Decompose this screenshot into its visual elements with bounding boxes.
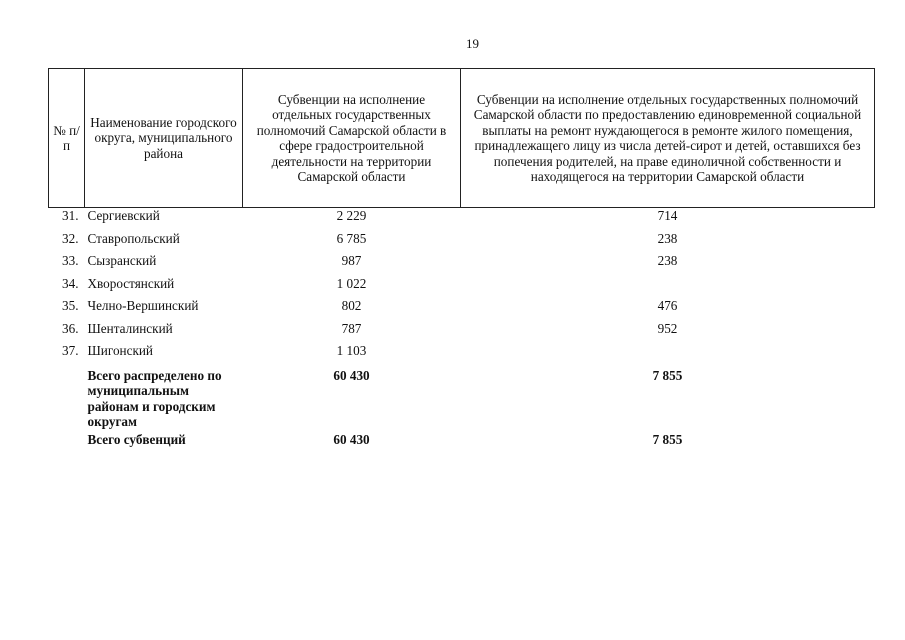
total-value-1: 60 430 <box>333 367 370 383</box>
subventions-table <box>48 68 875 454</box>
row-name: Шенталинский <box>87 320 173 336</box>
row-value-2 <box>461 343 875 366</box>
row-name: Сергиевский <box>87 208 160 223</box>
row-value-1: 787 <box>341 320 362 336</box>
table-row <box>49 253 875 276</box>
row-name: Шигонский <box>87 343 153 358</box>
total-value-2: 7 855 <box>652 431 683 447</box>
row-value-1: 1 103 <box>336 343 367 358</box>
row-value-1: 802 <box>341 298 362 313</box>
row-value-2: 714 <box>657 208 678 223</box>
total-value-1: 60 430 <box>333 431 370 447</box>
row-value-1: 2 229 <box>336 208 367 223</box>
table-row <box>49 298 875 321</box>
row-name: Сызранский <box>87 253 157 268</box>
row-number: 33. <box>62 253 79 268</box>
row-value-2: 476 <box>657 298 678 313</box>
header-name: Наименование городского округа, муниципального района <box>85 69 243 208</box>
row-value-2: 238 <box>657 230 678 246</box>
row-number: 37. <box>62 343 79 358</box>
row-value-2: 952 <box>657 320 678 336</box>
page-number: 19 <box>466 36 479 51</box>
table-row <box>49 321 875 344</box>
row-number: 34. <box>62 275 79 291</box>
total-value-2: 7 855 <box>652 367 683 383</box>
row-number: 31. <box>62 208 79 223</box>
row-value-1: 6 785 <box>336 230 367 246</box>
row-number: 35. <box>62 298 79 313</box>
header-col1: Субвенции на исполнение отдельных государственных полномочий Самарской области в сфере градостроительной деятельности на территории Самарской области <box>243 69 461 208</box>
table-header-row <box>49 69 875 208</box>
row-name: Хворостянский <box>87 275 175 291</box>
table-row <box>49 343 875 366</box>
header-col2: Субвенции на исполнение отдельных государственных полномочий Самарской области по предоставлению единовременной социальной выплаты на ремонт нуждающегося в ремонте жилого помещения, принадлежащего лицу из числа детей-сирот и детей, оставшихся без попечения родителей, на праве единоличной собственности и находящегося на территории Самарской области <box>461 69 875 208</box>
row-number: 36. <box>62 320 79 336</box>
total-name: Всего субвенций <box>87 431 186 447</box>
row-value-2: 238 <box>657 253 678 268</box>
row-number: 32. <box>62 230 79 246</box>
table-row <box>49 208 875 231</box>
row-value-1: 1 022 <box>336 275 367 291</box>
row-name: Ставропольский <box>87 230 180 246</box>
row-value-1: 987 <box>341 253 362 268</box>
row-name: Челно-Вершинский <box>87 298 199 313</box>
total-row-subventions <box>49 430 875 455</box>
table-row <box>49 276 875 299</box>
total-name: Всего распределено по муниципальным районам и городским округам <box>87 367 222 429</box>
table-row <box>49 231 875 254</box>
total-row-distributed <box>49 366 875 430</box>
row-value-2 <box>461 276 875 299</box>
header-num: № п/п <box>49 69 85 208</box>
